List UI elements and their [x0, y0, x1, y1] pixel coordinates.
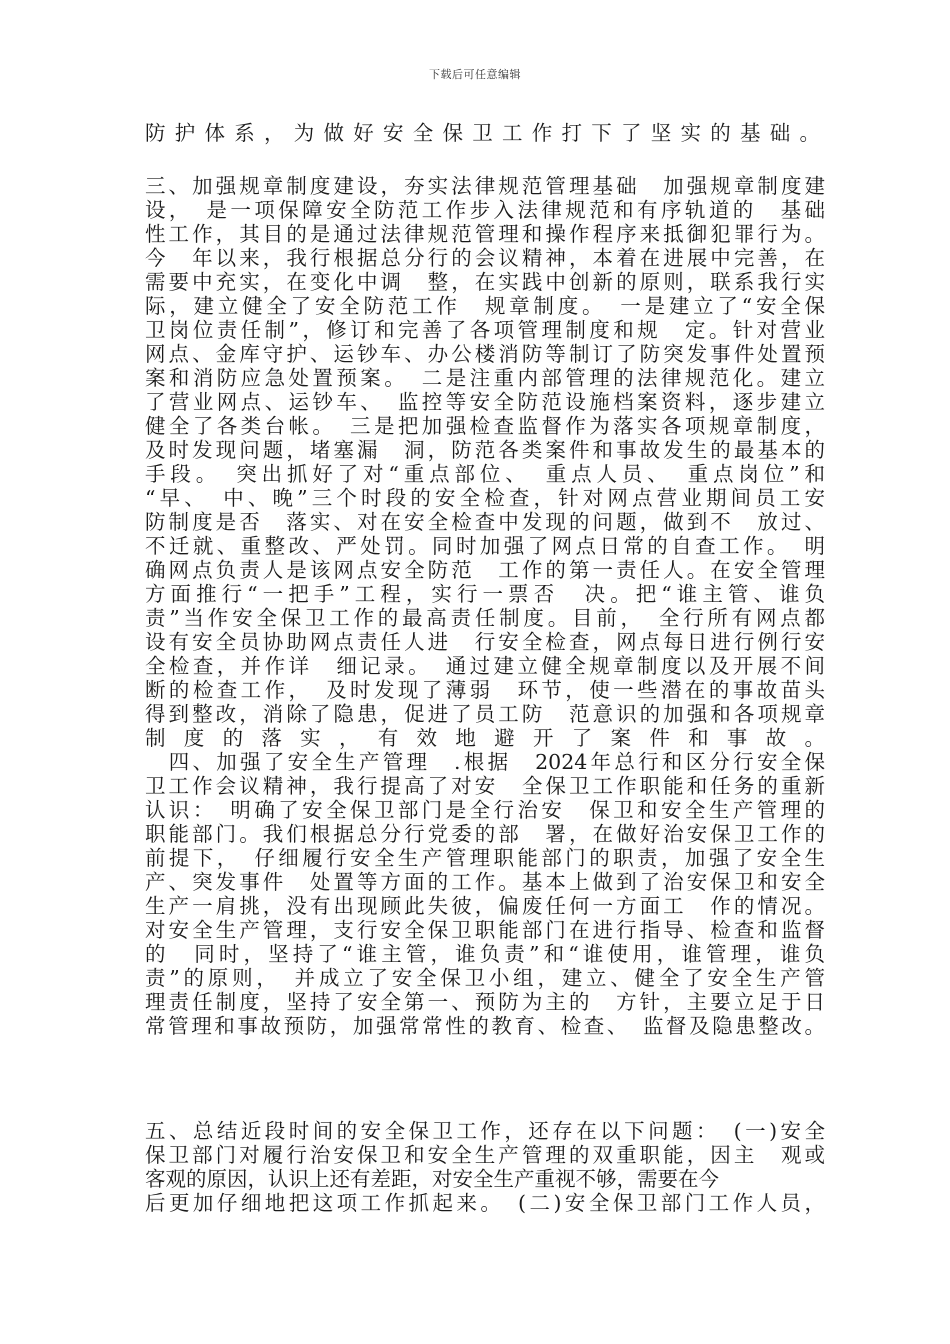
text-line: 案和消防应急处置预案。 二是注重内部管理的法律规范化。建立 [145, 366, 825, 390]
text-line: 保卫部门对履行治安保卫和安全生产管理的双重职能，因主 观或 [145, 1143, 825, 1167]
text-line: 责”当作安全保卫工作的最高责任制度。目前， 全行所有网点都 [145, 606, 825, 630]
text-line: 及时发现问题，堵塞漏 洞，防范各类案件和事故发生的最基本的 [145, 438, 825, 462]
text-line: 设有安全员协助网点责任人进 行安全检查，网点每日进行例行安 [145, 630, 825, 654]
text-line: 设， 是一项保障安全防范工作步入法律规范和有序轨道的 基础 [145, 198, 825, 222]
text-line: 今 年以来，我行根据总分行的会议精神，本着在进展中完善，在 [145, 246, 825, 270]
text-line: 理责任制度，坚持了安全第一、预防为主的 方针，主要立足于日 [145, 990, 825, 1014]
text-line: 不迁就、重整改、严处罚。同时加强了网点日常的自查工作。 明 [145, 534, 825, 558]
text-line: 四、加强了安全生产管理 .根据 2024年总行和区分行安全保 [145, 750, 825, 774]
text-line: 卫岗位责任制”，修订和完善了各项管理制度和规 定。针对营业 [145, 318, 825, 342]
text-line: 防制度是否 落实、对在安全检查中发现的问题，做到不 放过、 [145, 510, 825, 534]
text-line: 健全了各类台帐。 三是把加强检查监督作为落实各项规章制度， [145, 414, 825, 438]
text-line: 客观的原因，认识上还有差距，对安全生产重视不够，需要在今 [145, 1167, 719, 1191]
text-line: 全检查，并作详 细记录。 通过建立健全规章制度以及开展不间 [145, 654, 825, 678]
text-line: 确网点负责人是该网点安全防范 工作的第一责任人。在安全管理 [145, 558, 825, 582]
text-line: 方面推行“一把手”工程，实行一票否 决。把“谁主管、谁负 [145, 582, 825, 606]
paragraph-1 [145, 121, 825, 145]
text-line: 生产一肩挑，没有出现顾此失彼，偏废任何一方面工 作的情况。 [145, 894, 825, 918]
text-line: 认识： 明确了安全保卫部门是全行治安 保卫和安全生产管理的 [145, 798, 825, 822]
text-line: 后更加仔细地把这项工作抓起来。 (二)安全保卫部门工作人员， [145, 1191, 825, 1215]
paragraph-3 [145, 1119, 825, 1215]
paragraph-2 [145, 174, 825, 1038]
text-line: 网点、金库守护、运钞车、办公楼消防等制订了防突发事件处置预 [145, 342, 825, 366]
text-line: 需要中充实，在变化中调 整，在实践中创新的原则，联系我行实 [145, 270, 825, 294]
text-line: 责”的原则， 并成立了安全保卫小组，建立、健全了安全生产管 [145, 966, 825, 990]
text-line: 产、突发事件 处置等方面的工作。基本上做到了治安保卫和安全 [145, 870, 825, 894]
text-line: 的 同时，坚持了“谁主管，谁负责”和“谁使用，谁管理，谁负 [145, 942, 825, 966]
text-line: “早、 中、晚”三个时段的安全检查，针对网点营业期间员工安 [145, 486, 825, 510]
download-note: 下载后可任意编辑 [429, 68, 521, 81]
text-line: 得到整改，消除了隐患，促进了员工防 范意识的加强和各项规章 [145, 702, 825, 726]
text-line: 断的检查工作， 及时发现了薄弱 环节，使一些潜在的事故苗头 [145, 678, 825, 702]
text-line: 五、总结近段时间的安全保卫工作，还存在以下问题： (一)安全 [145, 1119, 825, 1143]
text-line: 性工作，其目的是通过法律规范管理和操作程序来抵御犯罪行为。 [145, 222, 825, 246]
text-line: 了营业网点、运钞车、 监控等安全防范设施档案资料，逐步建立 [145, 390, 825, 414]
text-line: 卫工作会议精神，我行提高了对安 全保卫工作职能和任务的重新 [145, 774, 825, 798]
text-line: 防护体系，为做好安全保卫工作打下了坚实的基础。 [145, 121, 825, 145]
text-line: 三、加强规章制度建设，夯实法律规范管理基础 加强规章制度建 [145, 174, 825, 198]
text-line: 手段。 突出抓好了对“重点部位、 重点人员、 重点岗位”和 [145, 462, 825, 486]
text-line: 制度的落实，有效地避开了案件和事故。 [145, 726, 825, 750]
text-line: 常管理和事故预防，加强常常性的教育、检查、 监督及隐患整改。 [145, 1014, 825, 1038]
text-line: 际，建立健全了安全防范工作 规章制度。 一是建立了“安全保 [145, 294, 825, 318]
text-line: 对安全生产管理，支行安全保卫职能部门在进行指导、检查和监督 [145, 918, 825, 942]
text-line: 前提下， 仔细履行安全生产管理职能部门的职责，加强了安全生 [145, 846, 825, 870]
text-line: 职能部门。我们根据总分行党委的部 署，在做好治安保卫工作的 [145, 822, 825, 846]
